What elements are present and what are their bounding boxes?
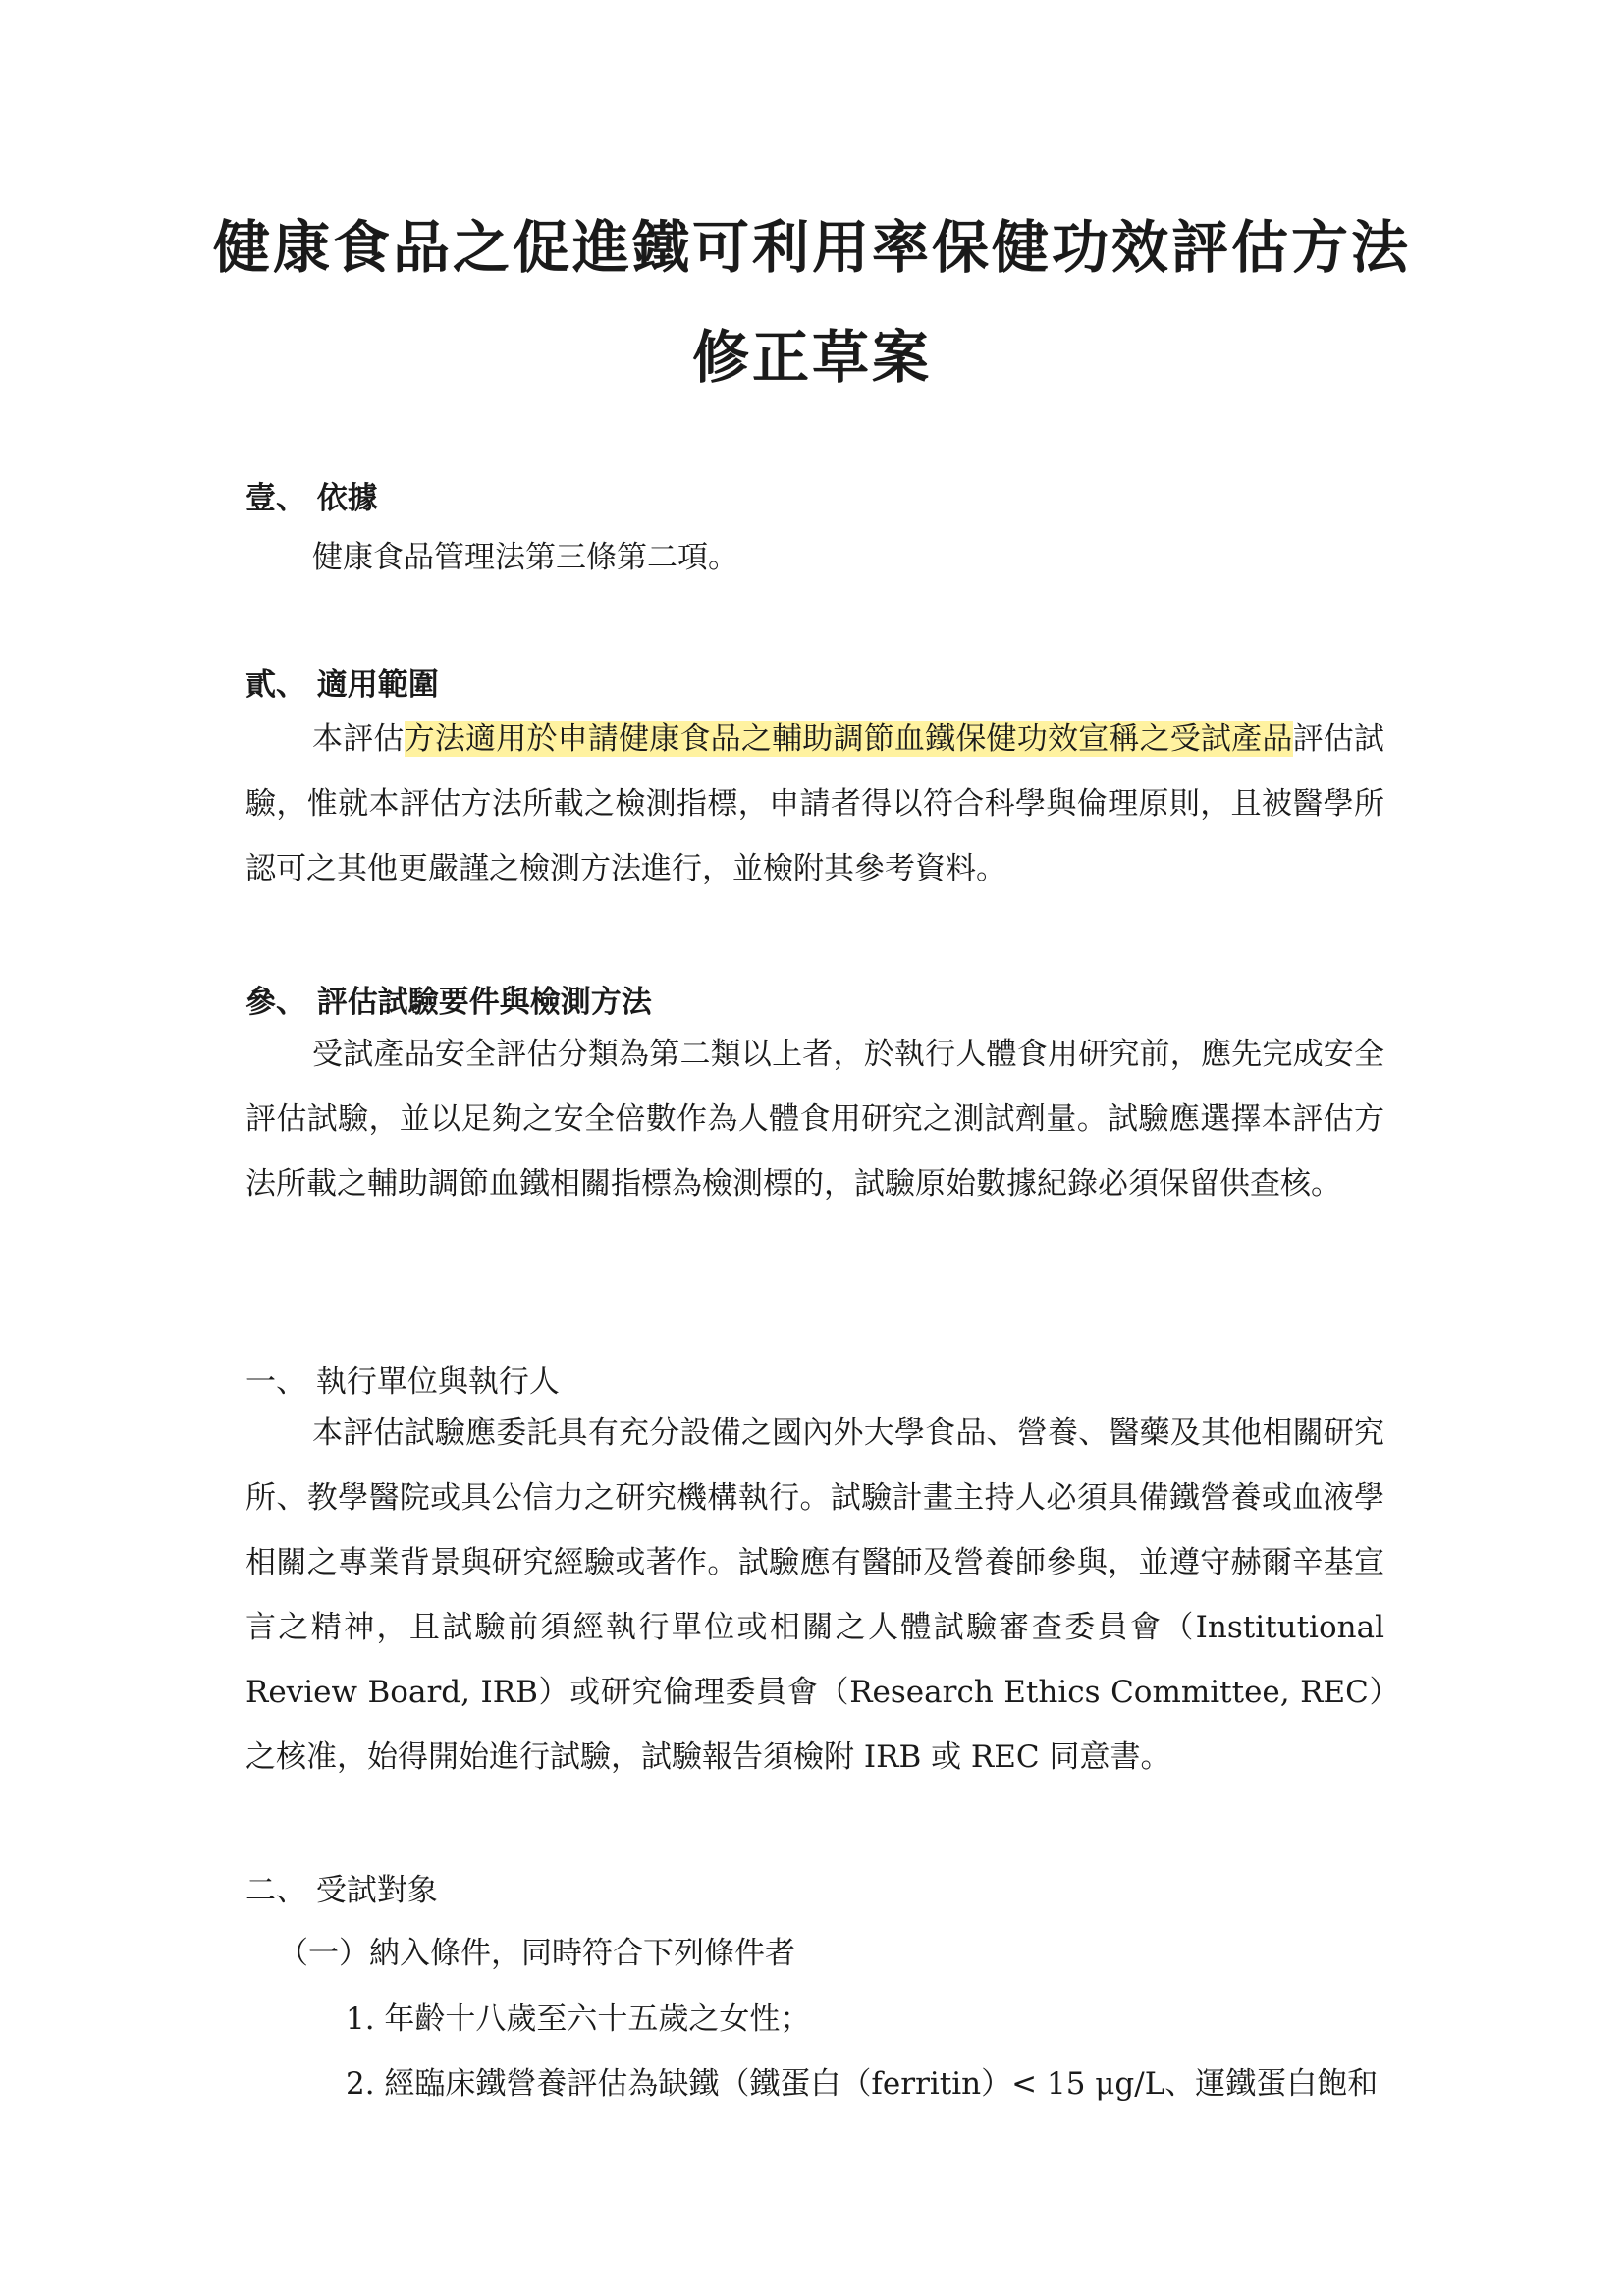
section-heading-scope: 貳、 適用範圍 [245,667,439,703]
section-heading-basis: 壹、 依據 [245,481,378,516]
document-title: 健康食品之促進鐵可利用率保健功效評估方法 [212,214,1411,281]
criteria-item: 2. 經臨床鐵營養評估為缺鐵（鐵蛋白（ferritin）< 15 μg/L、運鐵蛋白飽和 [346,2066,1379,2102]
subsection-text-executing-unit: 本評估試驗應委託具有充分設備之國內外大學食品、營養、醫藥及其他相關研究所、教學醫院或具公信力之研究機構執行。試驗計畫主持人必須具備鐵營養或血液學相關之專業背景與研究經驗或著作。試驗應有醫師及營養師參與，並遵守赫爾辛基宣言之精神，且試驗前須經執行單位或相關之人體試驗審查委員會（Institutional Review Board, IRB）或研究倫理委員會（Research Ethics Committee, REC）之核准，始得開始進行試驗，試驗報告須檢附 IRB 或 REC 同意書。 [245,1415,1384,1775]
inclusion-criteria-heading: （一）納入條件，同時符合下列條件者 [278,1936,795,1971]
section-text-scope [245,707,1384,901]
scope-text-start: 本評估 [312,721,405,757]
section-heading-requirements: 參、 評估試驗要件與檢測方法 [245,985,652,1020]
criteria-item: 1. 年齡十八歲至六十五歲之女性； [346,2002,811,2037]
subsection-heading-executing-unit: 一、 執行單位與執行人 [245,1364,560,1400]
scope-text-rest: 評估試驗，惟就本評估方法所載之檢測指標，申請者得以符合科學與倫理原則，且被醫學所認可之其他更嚴謹之檢測方法進行，並檢附其參考資料。 [245,721,1385,886]
section-text-basis: 健康食品管理法第三條第二項。 [312,540,738,575]
highlighted-text: 方法適用於申請健康食品之輔助調節血鐵保健功效宣稱之受試產品 [404,721,1293,757]
section-text-requirements: 受試產品安全評估分類為第二類以上者，於執行人體食用研究前，應先完成安全評估試驗，並以足夠之安全倍數作為人體食用研究之測試劑量。試驗應選擇本評估方法所載之輔助調節血鐵相關指標為檢測標的，試驗原始數據紀錄必須保留供查核。 [245,1037,1384,1201]
subsection-heading-subjects: 二、 受試對象 [245,1873,438,1908]
document-subtitle: 修正草案 [691,324,932,391]
